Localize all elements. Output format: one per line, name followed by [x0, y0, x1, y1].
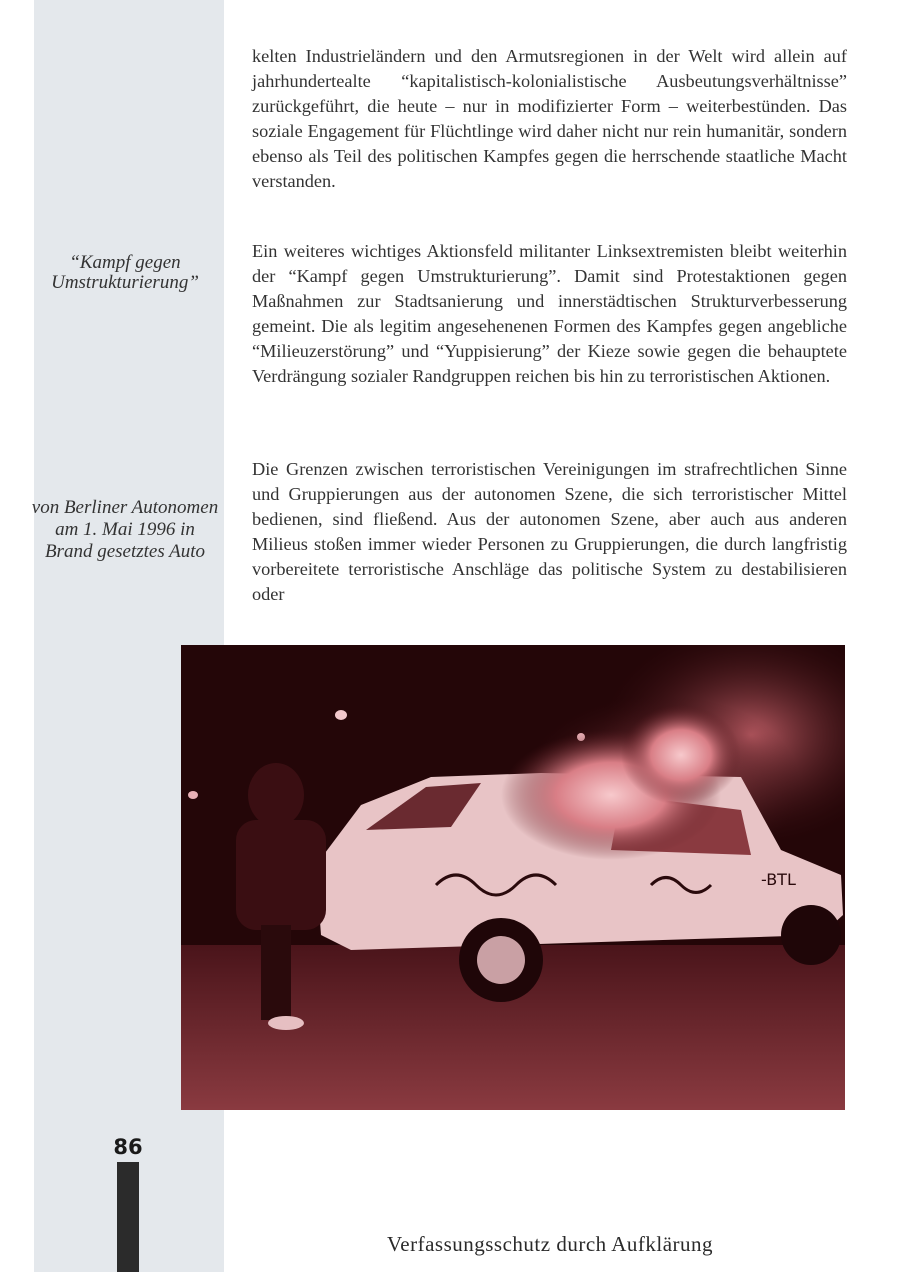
paragraph-1: kelten Industrieländern und den Armutsregionen in der Welt wird allein auf jahrhundertealte “kapitalistisch-kolonialistische Ausbeutungsverhältnisse” zurückgeführt, die heute – nur in modifizierter Form – weiterbestünden. Das soziale Engagement für Flüchtlinge wird daher nicht nur rein humanitär, sondern ebenso als Teil des politischen Kampfes gegen die herrschende staatliche Macht verstanden.: [252, 46, 847, 191]
side-heading: “Kampf gegen Umstrukturierung”: [51, 252, 199, 293]
svg-text:-BTL: -BTL: [761, 870, 796, 889]
running-footer: Verfassungsschutz durch Aufklärung: [386, 1232, 714, 1256]
page-number: 86: [113, 1135, 143, 1159]
paragraph-3: Die Grenzen zwischen terroristischen Vereinigungen im strafrechtlichen Sinne und Gruppierungen aus der autonomen Szene, die sich terroristischer Mittel bedienen, sind fließend. Aus der autonomen Szene, aber auch aus anderen Milieus stoßen immer wieder Personen zu Gruppierungen, die durch langfristig vorbereitete terroristische Anschläge das politische System zu destabilisieren oder: [252, 459, 847, 604]
photo-caption: von Berliner Autonomen am 1. Mai 1996 in Brand gesetztes Auto: [31, 497, 219, 562]
paragraph-2: Ein weiteres wichtiges Aktionsfeld militanter Linksextremisten bleibt weiterhin der “Kampf gegen Umstrukturierung”. Damit sind Protestaktionen gegen Maßnahmen zur Stadtsanierung und innerstädtischen Strukturverbesserung gemeint. Die als legitim angesehenenen Formen des Kampfes gegen angebliche “Milieuzerstörung” und “Yuppisierung” der Kieze sowie gegen die behauptete Verdrängung sozialer Randgruppen reichen bis hin zu terroristischen Aktionen.: [252, 241, 847, 386]
page-marker-bar: [117, 1162, 139, 1272]
burning-car-photo: [181, 645, 845, 1110]
